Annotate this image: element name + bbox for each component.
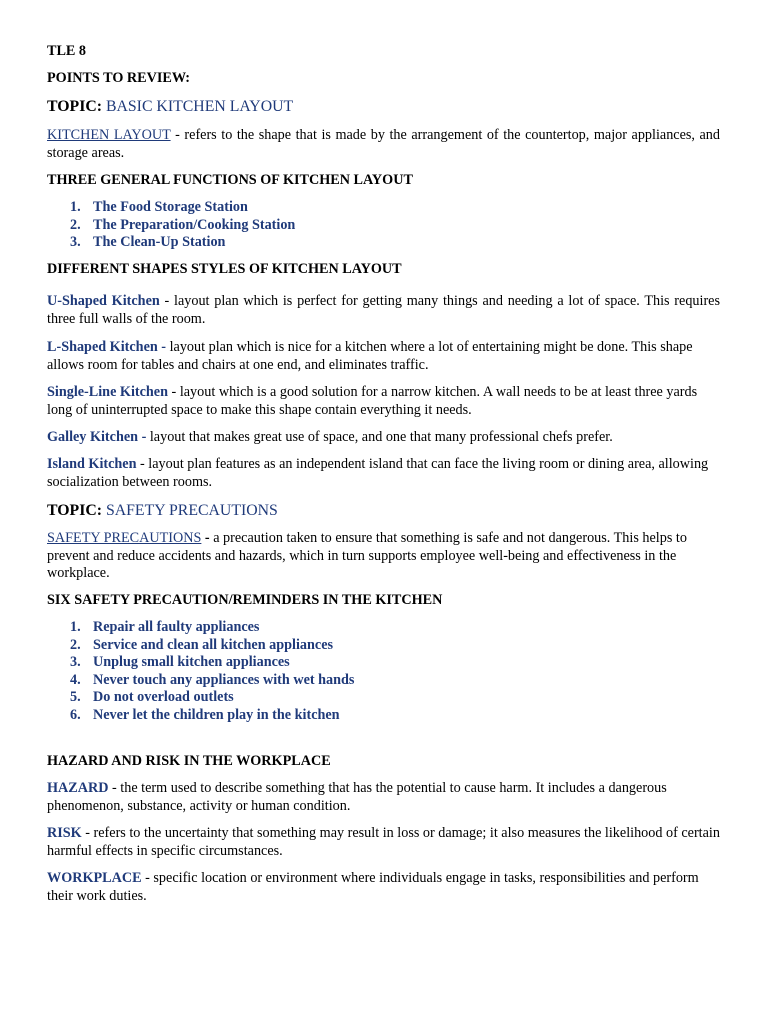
shapes-heading: DIFFERENT SHAPES STYLES OF KITCHEN LAYOUT [47, 261, 402, 277]
topic-heading-safety [47, 501, 720, 520]
list-number: 1. [70, 619, 81, 635]
list-label: The Clean-Up Station [93, 234, 226, 251]
definition-term: RISK [47, 825, 82, 841]
shape-term: L-Shaped Kitchen - [47, 339, 167, 355]
list-item [47, 707, 720, 725]
shape-text: layout that makes great use of space, and one that many professional chefs prefer. [146, 429, 613, 445]
shape-term: Island Kitchen [47, 456, 137, 472]
list-label: The Food Storage Station [93, 199, 248, 215]
definition-text: a precaution taken to ensure that something is safe and not dangerous. This helps to prevent and reduce accidents and hazards, which in turn supports employee well-being and effectiveness in the workplace. [47, 530, 687, 581]
shape-text: layout plan which is nice for a kitchen where a lot of entertaining might be done. This shape allows room for tables and chairs at one end, and eliminates traffic. [47, 339, 693, 373]
list-number: 3. [70, 654, 81, 671]
definition-dash: - [201, 530, 210, 546]
definition-term: KITCHEN LAYOUT [47, 127, 171, 143]
list-item [47, 654, 720, 672]
reminders-heading: SIX SAFETY PRECAUTION/REMINDERS IN THE KITCHEN [47, 592, 443, 608]
kitchen-layout-definition [47, 127, 720, 162]
definition-text: - specific location or environment where individuals engage in tasks, responsibilities and perform their work duties. [47, 870, 699, 904]
course-title: TLE 8 [47, 43, 87, 59]
shape-term: U-Shaped Kitchen [47, 293, 160, 309]
list-label: Never touch any appliances with wet hands [93, 671, 355, 688]
list-label: Do not overload outlets [93, 689, 234, 706]
list-number: 6. [70, 706, 81, 723]
list-item [47, 637, 720, 655]
list-item [47, 234, 720, 252]
shape-l-shaped [47, 339, 720, 374]
list-item [47, 689, 720, 707]
list-label: The Preparation/Cooking Station [93, 216, 296, 233]
workplace-definition [47, 870, 720, 905]
topic-title: SAFETY PRECAUTIONS [105, 502, 278, 519]
list-item [47, 619, 720, 637]
shape-galley [47, 429, 720, 447]
list-number: 5. [70, 689, 81, 706]
functions-heading: THREE GENERAL FUNCTIONS OF KITCHEN LAYOUT [47, 172, 413, 188]
topic-heading-kitchen-layout [47, 97, 720, 116]
shape-term: Single-Line Kitchen [47, 384, 168, 400]
risk-definition [47, 825, 720, 860]
review-heading: POINTS TO REVIEW: [47, 70, 190, 86]
definition-term: SAFETY PRECAUTIONS [47, 530, 202, 546]
definition-text: - refers to the uncertainty that something may result in loss or damage; it also measures the likelihood of certain harmful effects in specific circumstances. [47, 825, 720, 859]
list-label: Repair all faulty appliances [93, 619, 260, 635]
definition-text: - refers to the shape that is made by the arrangement of the countertop, major appliances, and storage areas. [47, 127, 720, 161]
shape-term: Galley Kitchen - [47, 429, 147, 445]
shape-text: - layout which is a good solution for a narrow kitchen. A wall needs to be at least three yards long of uninterrupted space to make this shape contain everything it needs. [47, 384, 698, 418]
list-number: 3. [70, 234, 81, 251]
list-number: 2. [70, 216, 81, 233]
hazard-definition [47, 780, 720, 815]
list-item [47, 217, 720, 235]
shape-text: - layout plan features as an independent island that can face the living room or dining area, allowing socialization between rooms. [47, 456, 709, 490]
definition-text: - the term used to describe something that has the potential to cause harm. It includes a dangerous phenomenon, substance, activity or human condition. [47, 780, 667, 814]
topic-title: BASIC KITCHEN LAYOUT [105, 98, 294, 115]
shape-single-line [47, 384, 720, 419]
functions-list [47, 199, 720, 252]
list-label: Unplug small kitchen appliances [93, 654, 290, 671]
shape-u-shaped [47, 293, 720, 328]
shape-text: - layout plan which is perfect for getting many things and needing a lot of space. This requires three full walls of the room. [47, 293, 720, 327]
list-number: 4. [70, 671, 81, 688]
list-number: 1. [70, 199, 81, 215]
reminders-list [47, 619, 720, 725]
list-label: Never let the children play in the kitchen [93, 706, 340, 723]
hazard-heading: HAZARD AND RISK IN THE WORKPLACE [47, 753, 331, 769]
list-number: 2. [70, 636, 81, 653]
topic-prefix: TOPIC: [47, 98, 106, 115]
definition-term: HAZARD [47, 780, 109, 796]
safety-precautions-definition [47, 530, 720, 583]
topic-prefix: TOPIC: [47, 502, 106, 519]
list-label: Service and clean all kitchen appliances [93, 636, 334, 653]
shape-island [47, 456, 720, 491]
definition-term: WORKPLACE [47, 870, 142, 886]
list-item [47, 672, 720, 690]
list-item [47, 199, 720, 217]
